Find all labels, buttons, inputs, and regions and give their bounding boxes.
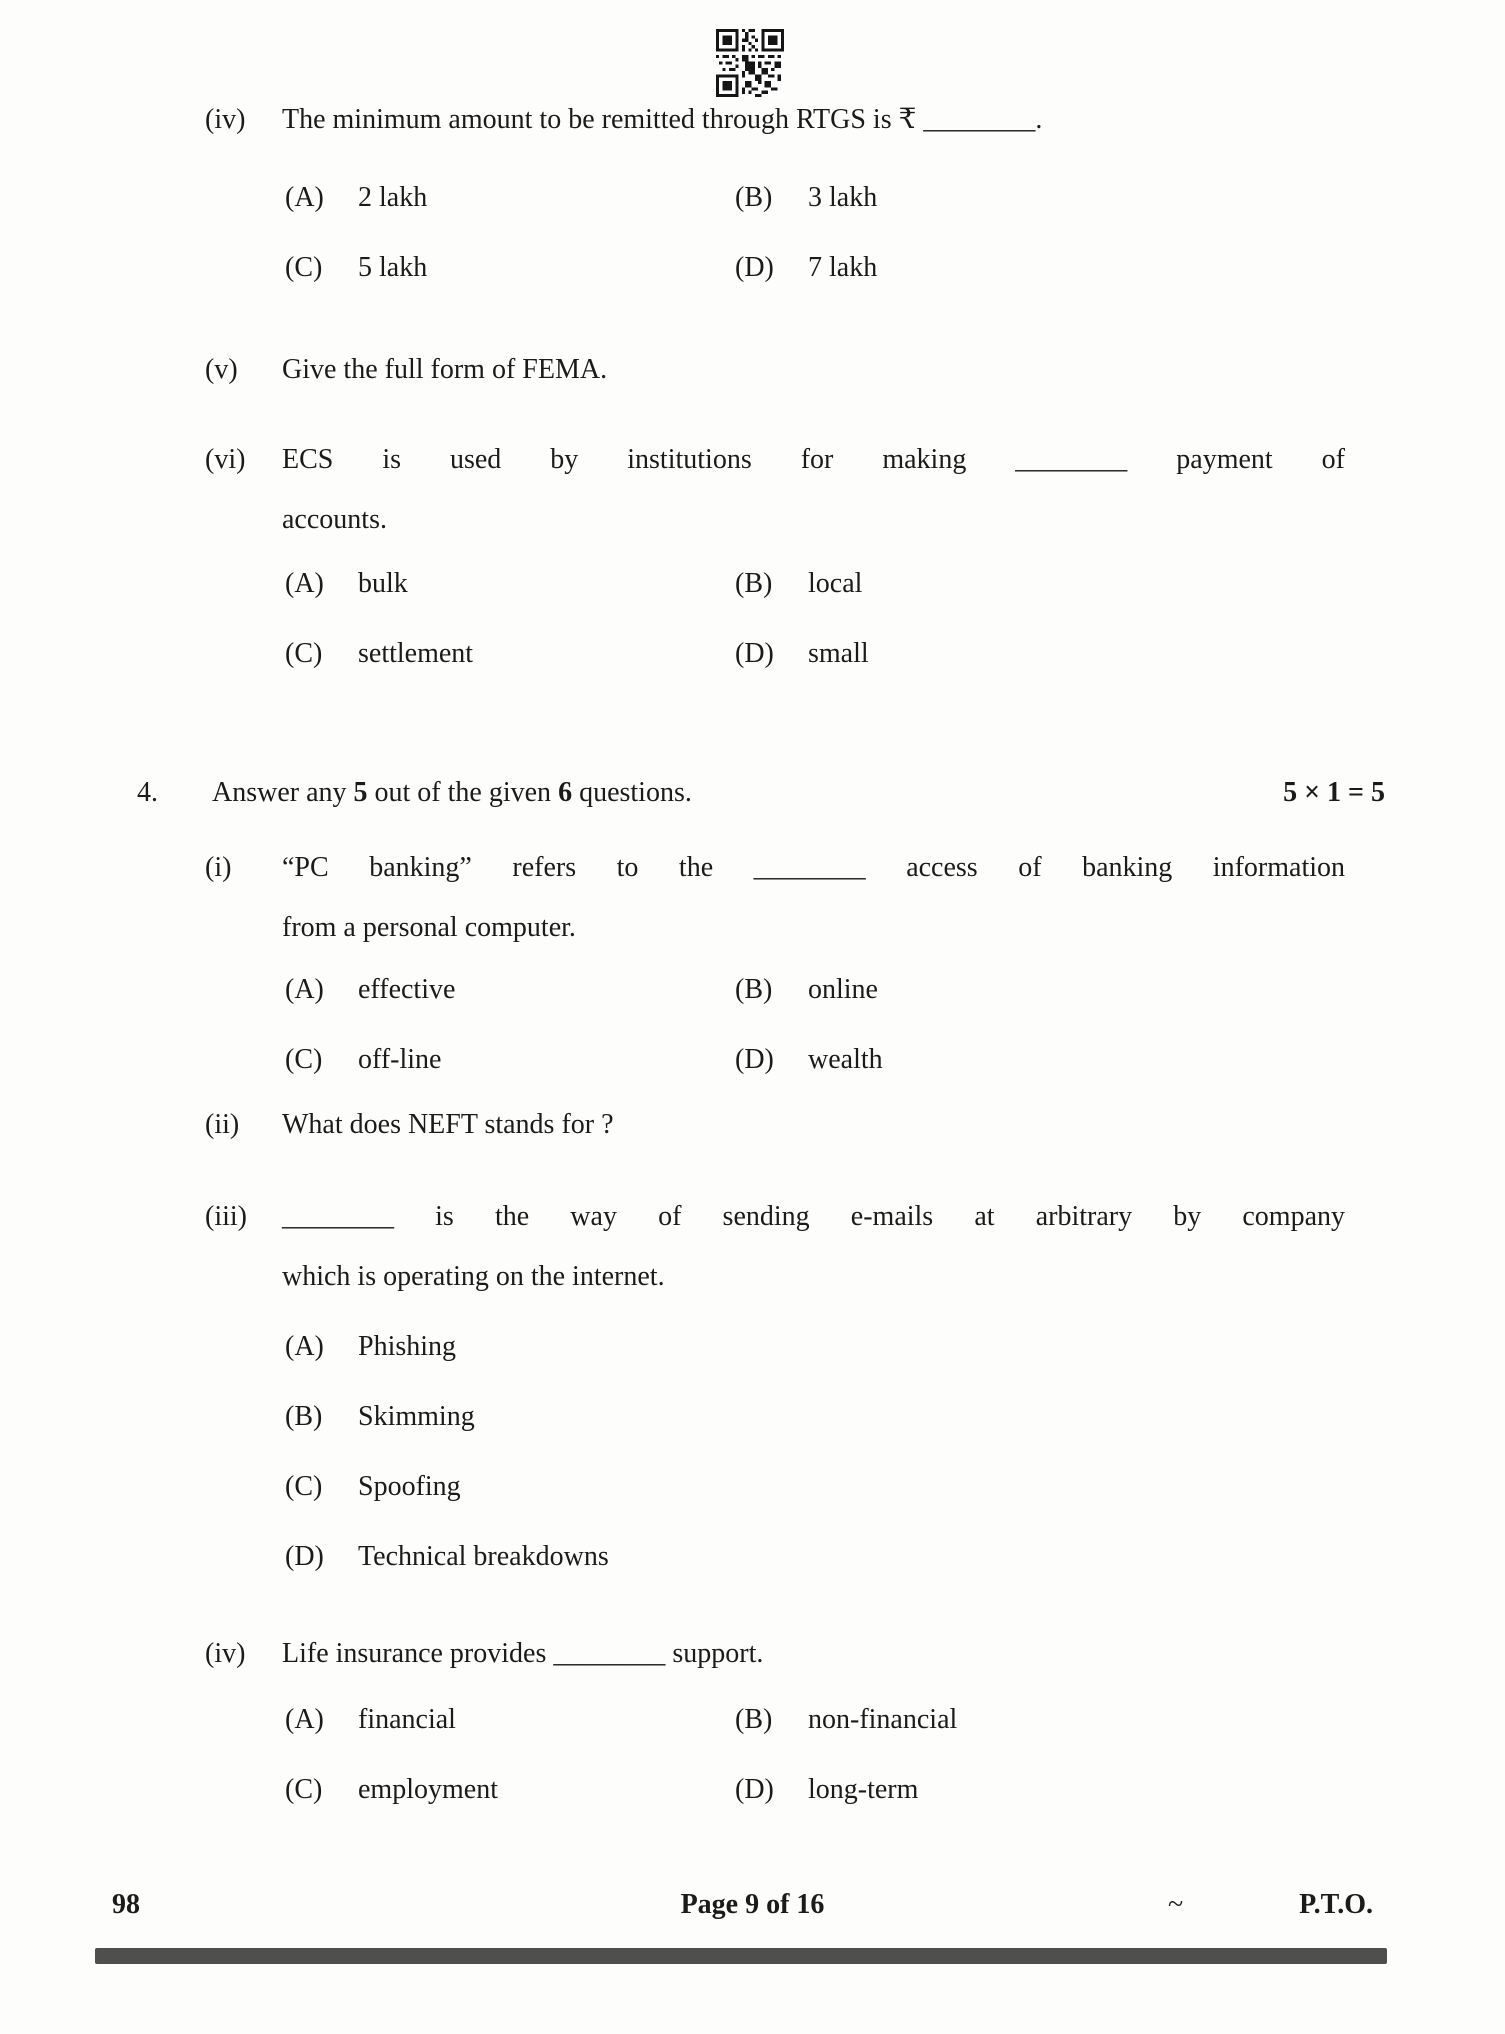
option-c (285, 1771, 498, 1809)
option-text: Spoofing (358, 1471, 461, 1502)
option-label: (B) (735, 568, 773, 599)
option-text: effective (358, 974, 456, 1005)
option-c (285, 635, 473, 673)
question-number: (iii) (205, 1201, 247, 1232)
question-text: “PC banking” refers to the ________ access of banking information from a personal computer. (282, 852, 1345, 943)
option-text: small (808, 638, 869, 669)
option-text: Technical breakdowns (358, 1541, 609, 1572)
question-text: The minimum amount to be remitted through RTGS is ₹ ________. (282, 104, 1043, 135)
question-text: Give the full form of FEMA. (282, 354, 608, 385)
page-indicator: Page 9 of 16 (680, 1889, 825, 1920)
option-d (735, 635, 869, 673)
option-label: (D) (735, 1044, 774, 1075)
option-text: 5 lakh (358, 252, 428, 283)
option-c (285, 1468, 461, 1506)
option-text: off-line (358, 1044, 442, 1075)
option-text: long-term (808, 1774, 919, 1805)
option-c (285, 1041, 441, 1079)
option-label: (C) (285, 1044, 323, 1075)
option-text: wealth (808, 1044, 883, 1075)
marks-scheme: 5 × 1 = 5 (1283, 777, 1385, 808)
question-text: What does NEFT stands for ? (282, 1109, 614, 1140)
question-number: (iv) (205, 104, 246, 135)
option-a (285, 179, 427, 217)
option-label: (A) (285, 1704, 324, 1735)
option-b (735, 565, 862, 603)
option-label: (B) (285, 1401, 323, 1432)
option-text: local (808, 568, 863, 599)
option-label: (D) (735, 1774, 774, 1805)
question-text: ________ is the way of sending e-mails at arbitrary by company which is operating on the internet. (282, 1201, 1345, 1292)
option-label: (A) (285, 182, 324, 213)
option-d (735, 249, 877, 287)
paper-code: 98 (112, 1889, 140, 1920)
option-text: 3 lakh (808, 182, 878, 213)
footer-divider-bar (95, 1948, 1387, 1964)
option-label: (A) (285, 1331, 324, 1362)
option-text: employment (358, 1774, 498, 1805)
option-text: Skimming (358, 1401, 475, 1432)
option-label: (C) (285, 1471, 323, 1502)
option-text: Phishing (358, 1331, 457, 1362)
question-number: (ii) (205, 1109, 240, 1140)
option-a (285, 1701, 456, 1739)
option-label: (D) (735, 252, 774, 283)
question-number: (vi) (205, 444, 246, 475)
option-text: settlement (358, 638, 474, 669)
question-text: ECS is used by institutions for making ________ payment of accounts. (282, 444, 1345, 535)
option-text: bulk (358, 568, 408, 599)
option-text: non-financial (808, 1704, 958, 1735)
option-a (285, 1328, 456, 1366)
option-label: (B) (735, 182, 773, 213)
option-label: (A) (285, 568, 324, 599)
option-d (735, 1771, 918, 1809)
option-b (285, 1398, 475, 1436)
question-text: Life insurance provides ________ support. (282, 1638, 764, 1669)
pto-label: P.T.O. (1299, 1889, 1373, 1920)
option-text: 7 lakh (808, 252, 878, 283)
option-text: online (808, 974, 878, 1005)
question-number: (v) (205, 354, 238, 385)
option-a (285, 971, 455, 1009)
option-text: 2 lakh (358, 182, 428, 213)
option-label: (D) (285, 1541, 324, 1572)
option-b (735, 179, 877, 217)
option-label: (B) (735, 1704, 773, 1735)
option-label: (D) (735, 638, 774, 669)
option-label: (A) (285, 974, 324, 1005)
qr-code (716, 24, 784, 110)
option-label: (C) (285, 1774, 323, 1805)
tilde-mark: ~ (1168, 1889, 1184, 1920)
question-number: (i) (205, 852, 232, 883)
option-c (285, 249, 427, 287)
option-label: (C) (285, 638, 323, 669)
option-label: (B) (735, 974, 773, 1005)
question-number: (iv) (205, 1638, 246, 1669)
question-instruction: Answer any 5 out of the given 6 questions. (212, 777, 692, 808)
option-a (285, 565, 408, 603)
option-b (735, 1701, 957, 1739)
option-d (285, 1538, 609, 1576)
option-label: (C) (285, 252, 323, 283)
option-b (735, 971, 878, 1009)
option-d (735, 1041, 883, 1079)
question-number: 4. (137, 777, 158, 808)
option-text: financial (358, 1704, 456, 1735)
